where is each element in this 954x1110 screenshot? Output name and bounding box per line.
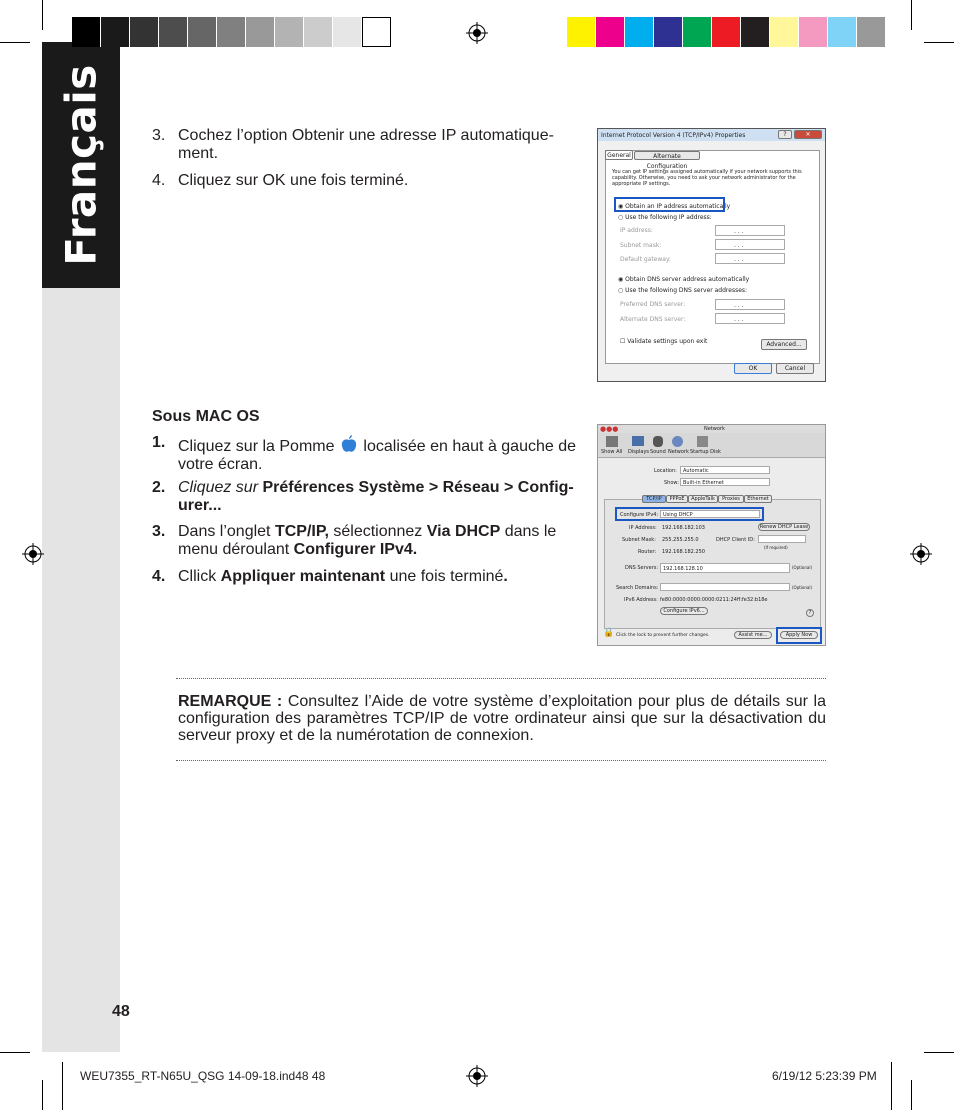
color-swatch [362, 17, 391, 47]
preferred-dns-label: Preferred DNS server: [620, 301, 686, 308]
slug-text: WEU7355_RT-N65U_QSG 14-09-18.ind48 48 [80, 1069, 326, 1083]
color-swatch [217, 17, 246, 47]
window-buttons-icon[interactable]: ●●● [600, 425, 619, 433]
subnet-mask-label: Subnet mask: [620, 242, 662, 249]
mac-tabs [642, 495, 772, 503]
router-label: Router: [638, 549, 657, 555]
color-swatch [625, 17, 654, 47]
configure-ipv4-select[interactable]: Using DHCP [660, 510, 760, 518]
highlight-configure-ipv4 [615, 507, 764, 521]
note-bottom-rule [176, 760, 826, 761]
apple-icon [339, 434, 359, 454]
help-icon[interactable]: ? [806, 609, 814, 617]
tab-tcpip[interactable]: TCP/IP [642, 495, 666, 503]
color-swatch [770, 17, 799, 47]
tab-general[interactable]: General [605, 150, 633, 160]
ip-address-label: IP address: [620, 227, 653, 234]
crop-mark [924, 42, 954, 43]
apply-now-button[interactable]: Apply Now [780, 631, 818, 639]
lock-text: Click the lock to prevent further changes. [616, 633, 710, 638]
help-button[interactable]: ? [778, 130, 792, 139]
note-label: REMARQUE : [178, 693, 283, 710]
toolbar-network[interactable]: Network [668, 449, 689, 455]
show-select[interactable]: Built-in Ethernet [680, 478, 770, 486]
crop-mark [911, 1080, 912, 1110]
advanced-button[interactable]: Advanced... [761, 339, 807, 350]
color-swatch [712, 17, 741, 47]
cancel-button[interactable]: Cancel [776, 363, 814, 374]
color-swatch [683, 17, 712, 47]
dns-optional-note: (Optional) [792, 565, 813, 570]
configure-ipv4-label: Configure IPv4: [620, 512, 659, 518]
tab-proxies[interactable]: Proxies [718, 495, 744, 503]
sound-icon [653, 436, 663, 447]
show-label: Show: [664, 480, 679, 486]
renew-dhcp-button[interactable]: Renew DHCP Lease [759, 524, 809, 530]
mac-network-window [597, 424, 826, 646]
dialog-intro: You can get IP settings assigned automatically if your network supports this capability. Otherwise, you need to ask your network administrator for the appropriate IP settings. [612, 169, 802, 187]
tab-pppoe[interactable]: PPPoE [666, 495, 688, 503]
note-block [178, 693, 826, 744]
toolbar-show-all[interactable]: Show All [601, 449, 623, 455]
subnet-mask-field[interactable]: . . . [715, 239, 785, 250]
ok-button[interactable]: OK [734, 363, 772, 374]
color-swatch [333, 17, 362, 47]
ipv6-address-label: IPv6 Address: [624, 597, 658, 603]
dns-servers-label: DNS Servers: [625, 565, 659, 571]
crop-mark [42, 1080, 43, 1110]
registration-mark-icon [22, 543, 44, 565]
alternate-dns-field[interactable]: . . . [715, 313, 785, 324]
tab-appletalk[interactable]: AppleTalk [688, 495, 718, 503]
crop-mark [62, 1062, 63, 1110]
default-gateway-label: Default gateway: [620, 256, 672, 263]
search-optional-note: (Optional) [792, 585, 813, 590]
show-all-icon [606, 436, 618, 447]
ipv6-address-value: fe80:0000:0000:0000:0211:24ff:fe32:b18e [660, 597, 768, 603]
preferred-dns-field[interactable]: . . . [715, 299, 785, 310]
dhcp-client-label: DHCP Client ID: [716, 537, 755, 543]
dialog-title: Internet Protocol Version 4 (TCP/IPv4) Properties [601, 132, 746, 139]
color-swatch [188, 17, 217, 47]
color-swatch [275, 17, 304, 47]
radio-manual-ip[interactable]: ○ Use the following IP address: [618, 214, 712, 221]
registration-mark-icon [466, 1065, 488, 1087]
note-text: Consultez l’Aide de votre système d’exploitation pour plus de détails sur la configuration des paramètres TCP/IP de votre ordinateur ainsi que sur la désactivation du serveur proxy et de la numérotation de connexion. [178, 693, 826, 744]
radio-auto-ip[interactable]: ◉ Obtain an IP address automatically [618, 203, 731, 210]
dns-servers-field[interactable]: 192.168.128.10 [660, 563, 790, 573]
registration-mark-icon [466, 22, 488, 44]
tab-alternate-configuration[interactable]: Alternate Configuration [634, 151, 700, 160]
color-swatch [246, 17, 275, 47]
configure-ipv6-button[interactable]: Configure IPv6... [660, 607, 708, 615]
toolbar-sound[interactable]: Sound [650, 449, 666, 455]
color-swatch [567, 17, 596, 47]
highlight-apply-now [776, 627, 822, 644]
if-required-note: (If required) [764, 545, 788, 550]
crop-mark [42, 0, 43, 30]
color-swatch [741, 17, 770, 47]
timestamp-text: 6/19/12 5:23:39 PM [772, 1069, 877, 1083]
color-swatch [304, 17, 333, 47]
color-swatch [596, 17, 625, 47]
dhcp-client-field[interactable] [758, 535, 806, 543]
location-label: Location: [654, 468, 677, 474]
search-domains-field[interactable] [660, 583, 790, 591]
location-select[interactable]: Automatic [680, 466, 770, 474]
mac-window-title: Network [704, 426, 725, 432]
color-swatch [828, 17, 857, 47]
color-swatch [654, 17, 683, 47]
page-number: 48 [112, 1003, 130, 1020]
color-swatch [101, 17, 130, 47]
cmyk-color-bar [567, 17, 886, 47]
displays-icon [632, 436, 644, 446]
alternate-dns-label: Alternate DNS server: [620, 316, 686, 323]
radio-manual-dns[interactable]: ○ Use the following DNS server addresses: [618, 287, 748, 294]
color-swatch [130, 17, 159, 47]
note-top-rule [176, 678, 826, 679]
crop-mark [891, 1062, 892, 1110]
crop-mark [911, 0, 912, 30]
registration-mark-icon [910, 543, 932, 565]
router-value: 192.168.182.250 [662, 549, 705, 555]
highlight-auto-ip [614, 197, 725, 212]
toolbar-startup-disk[interactable]: Startup Disk [690, 449, 721, 455]
network-icon [672, 436, 683, 447]
close-button[interactable]: ✕ [794, 130, 822, 139]
ip-address-field[interactable]: . . . [715, 225, 785, 236]
startup-disk-icon [697, 436, 708, 447]
crop-mark [924, 1052, 954, 1053]
default-gateway-field[interactable]: . . . [715, 253, 785, 264]
lock-icon[interactable]: 🔒 [603, 628, 615, 638]
search-domains-label: Search Domains: [616, 585, 659, 591]
radio-auto-dns[interactable]: ◉ Obtain DNS server address automatically [618, 276, 750, 283]
side-tab-label: Français [56, 64, 106, 266]
color-swatch [72, 17, 101, 47]
toolbar-displays[interactable]: Displays [628, 449, 650, 455]
crop-mark [0, 42, 30, 43]
ip-address-value: 192.168.182.103 [662, 525, 705, 531]
subnet-mask-value: 255.255.255.0 [662, 537, 699, 543]
validate-checkbox[interactable]: ☐ Validate settings upon exit [620, 338, 708, 345]
color-swatch [159, 17, 188, 47]
assist-me-button[interactable]: Assist me... [734, 631, 772, 639]
mac-heading: Sous MAC OS [152, 408, 260, 425]
color-swatch [799, 17, 828, 47]
ipv4-properties-dialog [597, 128, 826, 382]
gray-color-bar [72, 17, 391, 47]
tab-ethernet[interactable]: Ethernet [744, 495, 772, 503]
crop-mark [0, 1052, 30, 1053]
color-swatch [857, 17, 886, 47]
ip-address-label: IP Address: [629, 525, 657, 531]
subnet-mask-label: Subnet Mask: [622, 537, 656, 543]
